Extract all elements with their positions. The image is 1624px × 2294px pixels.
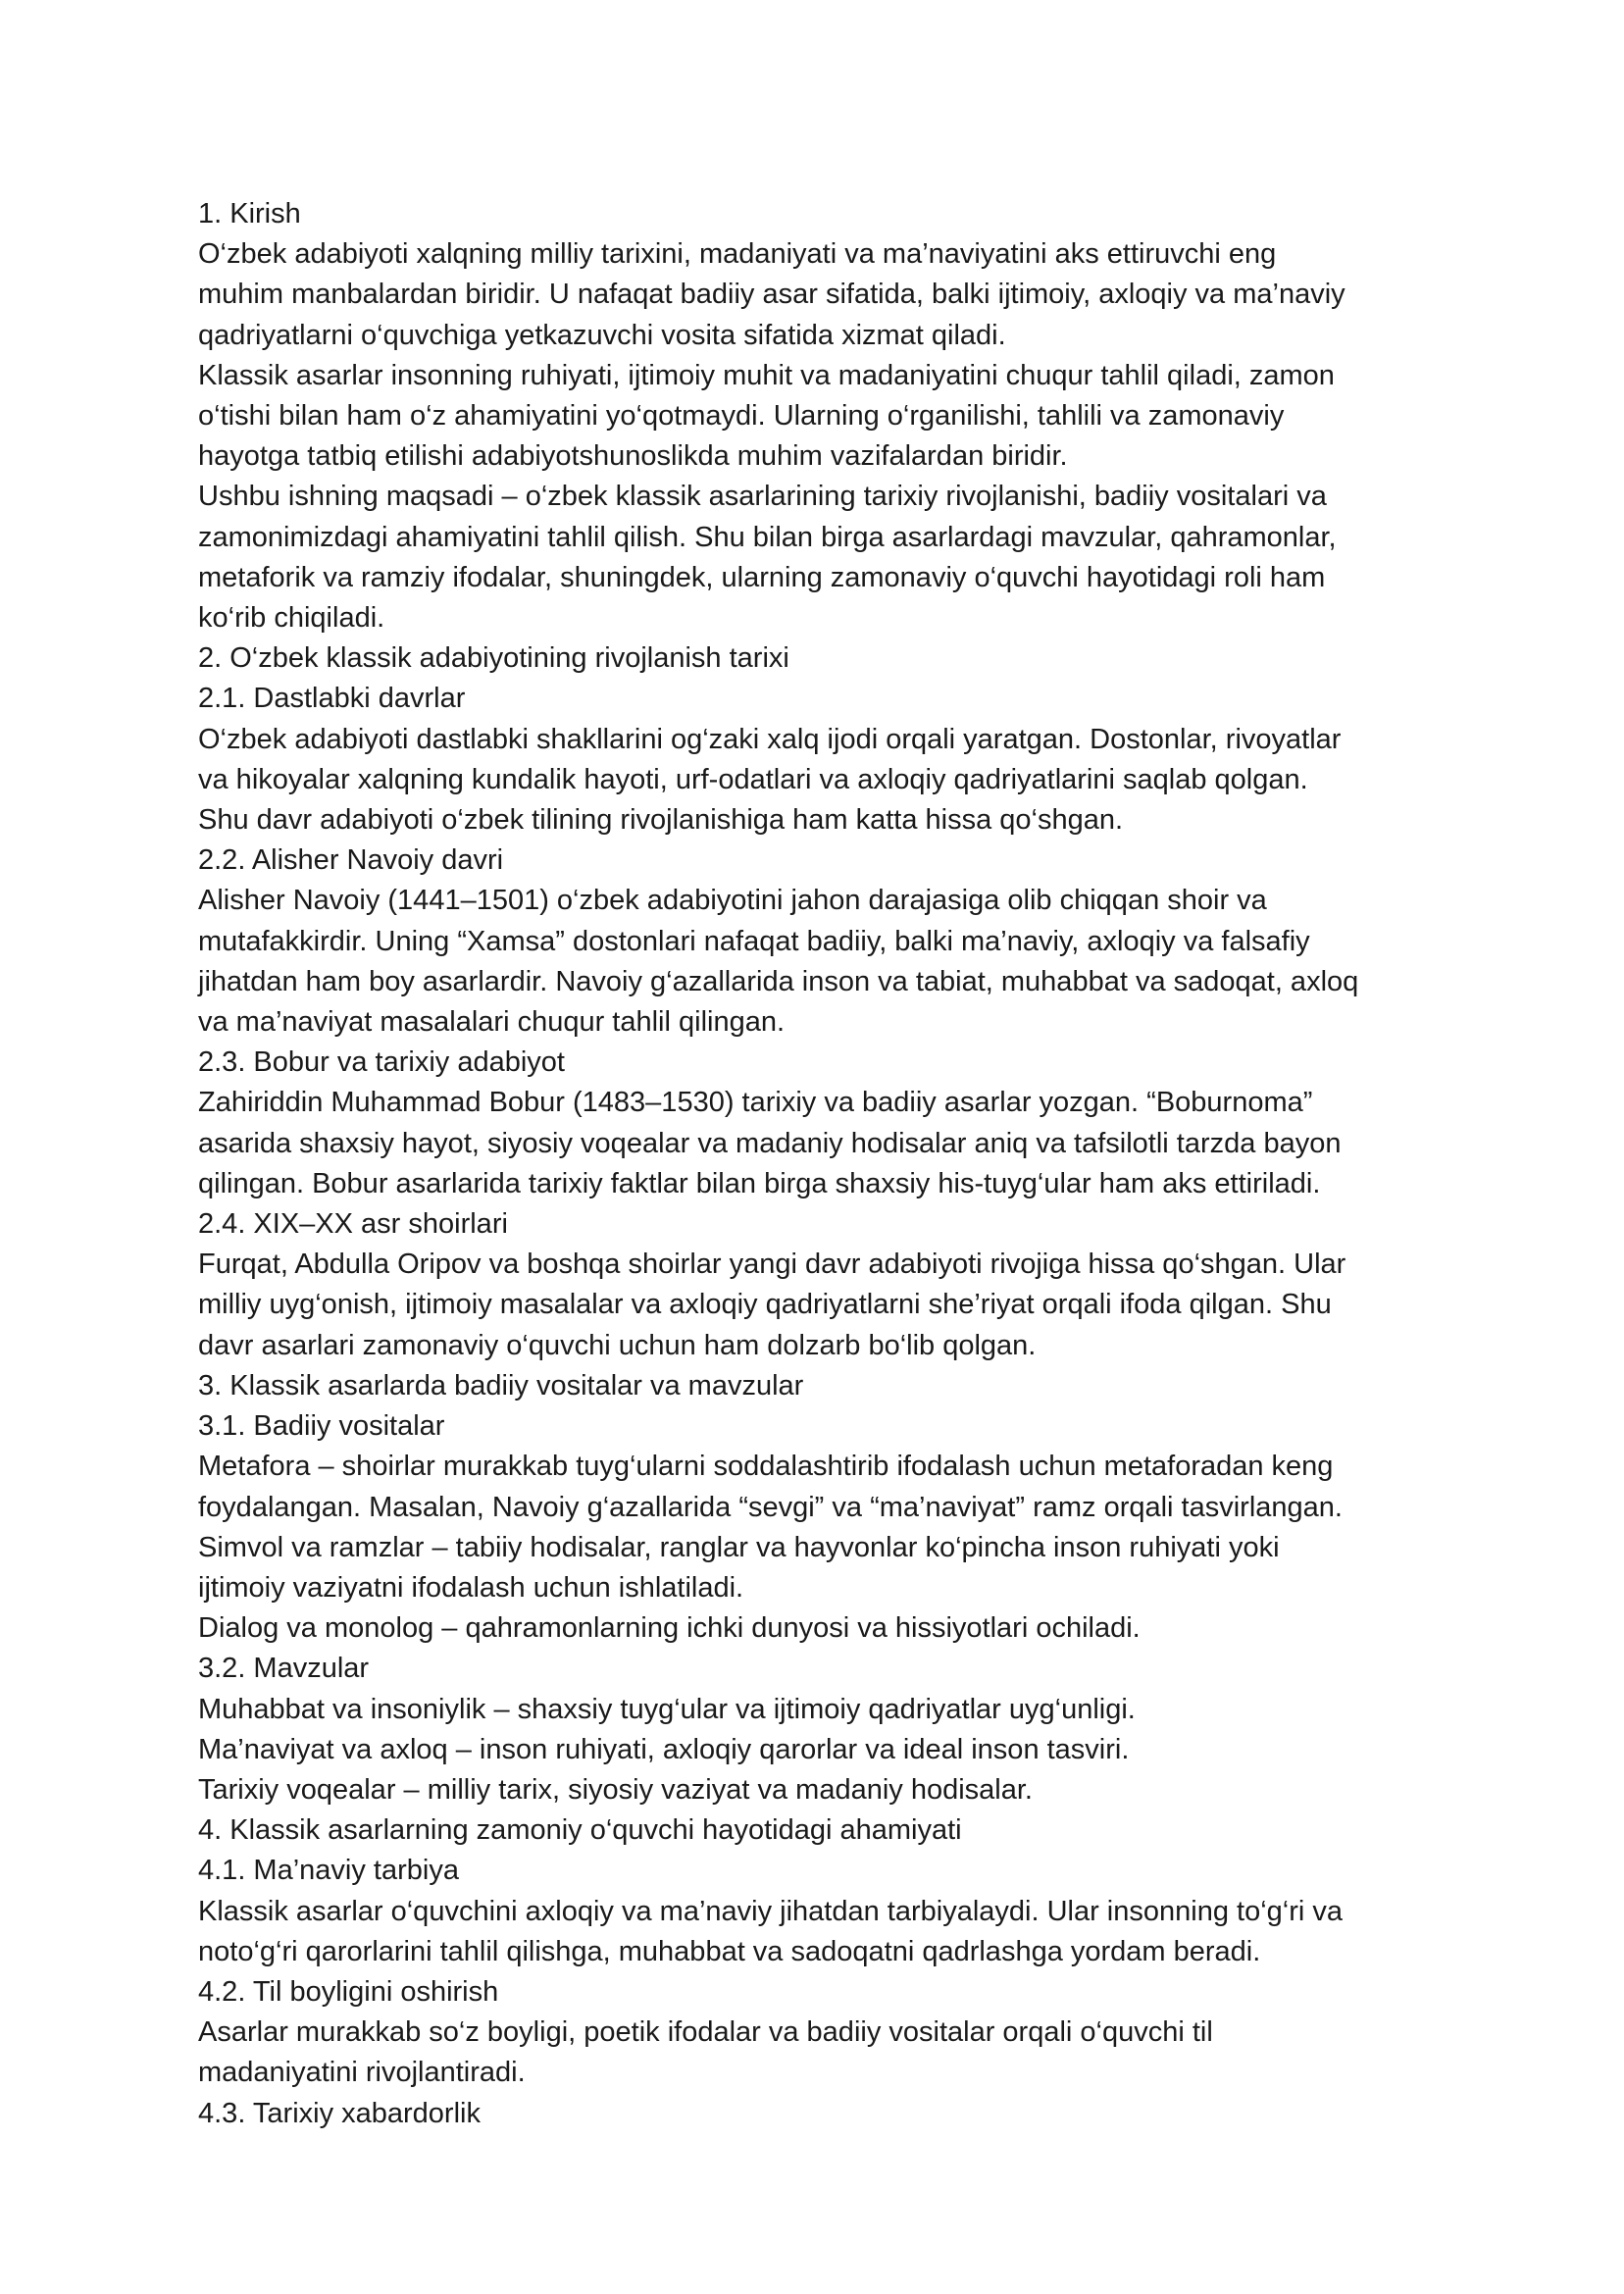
text-line: foydalangan. Masalan, Navoiy g‘azallarida “sevgi” va “ma’naviyat” ramz orqali tasvirlangan. [198,1491,1343,1523]
text-line: Furqat, Abdulla Oripov va boshqa shoirlar yangi davr adabiyoti rivojiga hissa qo‘shgan. Ular [198,1249,1346,1281]
text-line: va hikoyalar xalqning kundalik hayoti, urf-odatlari va axloqiy qadriyatlarini saqlab qolgan. [198,763,1308,795]
text-line: Metafora – shoirlar murakkab tuyg‘ularni soddalashtirib ifodalash uchun metaforadan keng [198,1451,1334,1483]
subsection-heading: 2.2. Alisher Navoiy davri [198,844,504,877]
section-heading: 2. O‘zbek klassik adabiyotining rivojlanish tarixi [198,642,789,675]
document-body [198,194,1453,2134]
text-line: ijtimoiy vaziyatni ifodalash uchun ishlatiladi. [198,1571,744,1604]
text-line: Alisher Navoiy (1441–1501) o‘zbek adabiyotini jahon darajasiga olib chiqqan shoir va [198,885,1267,917]
text-line: davr asarlari zamonaviy o‘quvchi uchun ham dolzarb bo‘lib qolgan. [198,1329,1037,1361]
text-line: Klassik asarlar o‘quvchini axloqiy va ma’naviy jihatdan tarbiyalaydi. Ular insonning to‘g‘ri va [198,1895,1344,1927]
subsection-heading: 3.1. Badiiy vositalar [198,1410,445,1443]
text-line: asarida shaxsiy hayot, siyosiy voqealar va madaniy hodisalar aniq va tafsilotli tarzda bayon [198,1127,1342,1159]
section-heading: 4. Klassik asarlarning zamoniy o‘quvchi hayotidagi ahamiyati [198,1814,962,1847]
text-line: va ma’naviyat masalalari chuqur tahlil qilingan. [198,1006,786,1039]
text-line: Tarixiy voqealar – milliy tarix, siyosiy vaziyat va madaniy hodisalar. [198,1773,1033,1806]
text-line: Simvol va ramzlar – tabiiy hodisalar, ranglar va hayvonlar ko‘pincha inson ruhiyati yoki [198,1531,1280,1563]
subsection-heading: 4.1. Ma’naviy tarbiya [198,1855,459,1887]
subsection-heading: 2.4. XIX–XX asr shoirlari [198,1208,508,1241]
text-line: Muhabbat va insoniylik – shaxsiy tuyg‘ular va ijtimoiy qadriyatlar uyg‘unligi. [198,1693,1136,1725]
text-line: muhim manbalardan biridir. U nafaqat badiiy asar sifatida, balki ijtimoiy, axloqiy va ma’naviy [198,279,1345,311]
subsection-heading: 4.2. Til boyligini oshirish [198,1975,499,2008]
subsection-heading: 2.3. Bobur va tarixiy adabiyot [198,1046,565,1079]
text-line: qadriyatlarni o‘quvchiga yetkazuvchi vosita sifatida xizmat qiladi. [198,319,1006,351]
text-line: Klassik asarlar insonning ruhiyati, ijtimoiy muhit va madaniyatini chuqur tahlil qiladi, zamon [198,359,1335,391]
subsection-heading: 2.1. Dastlabki davrlar [198,683,466,715]
text-line: jihatdan ham boy asarlardir. Navoiy g‘azallarida inson va tabiat, muhabbat va sadoqat, axloq [198,965,1359,997]
text-line: milliy uyg‘onish, ijtimoiy masalalar va axloqiy qadriyatlarni she’riyat orqali ifoda qilgan. Shu [198,1289,1332,1321]
text-line: mutafakkirdir. Uning “Xamsa” dostonlari nafaqat badiiy, balki ma’naviy, axloqiy va falsafiy [198,925,1310,957]
section-heading: 3. Klassik asarlarda badiiy vositalar va mavzular [198,1369,804,1402]
text-line: Shu davr adabiyoti o‘zbek tilining rivojlanishiga ham katta hissa qo‘shgan. [198,804,1124,837]
text-line: Dialog va monolog – qahramonlarning ichki dunyosi va hissiyotlari ochiladi. [198,1612,1141,1645]
text-line: ko‘rib chiqiladi. [198,602,385,635]
text-line: o‘tishi bilan ham o‘z ahamiyatini yo‘qotmaydi. Ularning o‘rganilishi, tahlili va zamonaviy [198,400,1285,433]
text-line: Zahiriddin Muhammad Bobur (1483–1530) tarixiy va badiiy asarlar yozgan. “Boburnoma” [198,1087,1313,1119]
text-line: hayotga tatbiq etilishi adabiyotshunoslikda muhim vazifalardan biridir. [198,440,1068,473]
subsection-heading: 4.3. Tarixiy xabardorlik [198,2097,481,2129]
text-line: qilingan. Bobur asarlarida tarixiy faktlar bilan birga shaxsiy his-tuyg‘ular ham aks ettiriladi. [198,1167,1321,1199]
text-line: O‘zbek adabiyoti xalqning milliy tarixini, madaniyati va ma’naviyatini aks ettiruvchi eng [198,238,1277,271]
text-line: Ushbu ishning maqsadi – o‘zbek klassik asarlarining tarixiy rivojlanishi, badiiy vositalari va [198,481,1327,513]
text-line: zamonimizdagi ahamiyatini tahlil qilish. Shu bilan birga asarlardagi mavzular, qahramonlar, [198,521,1337,553]
text-line: noto‘g‘ri qarorlarini tahlil qilishga, muhabbat va sadoqatni qadrlashga yordam beradi. [198,1935,1261,1967]
text-line: Asarlar murakkab so‘z boyligi, poetik ifodalar va badiiy vositalar orqali o‘quvchi til [198,2016,1213,2049]
text-line: madaniyatini rivojlantiradi. [198,2057,526,2089]
section-heading: 1. Kirish [198,198,301,229]
text-line: Ma’naviyat va axloq – inson ruhiyati, axloqiy qarorlar va ideal inson tasviri. [198,1733,1130,1765]
text-line: O‘zbek adabiyoti dastlabki shakllarini og‘zaki xalq ijodi orqali yaratgan. Dostonlar, rivoyatlar [198,723,1342,755]
subsection-heading: 3.2. Mavzular [198,1653,370,1685]
text-line: metaforik va ramziy ifodalar, shuningdek, ularning zamonaviy o‘quvchi hayotidagi roli ham [198,561,1326,593]
